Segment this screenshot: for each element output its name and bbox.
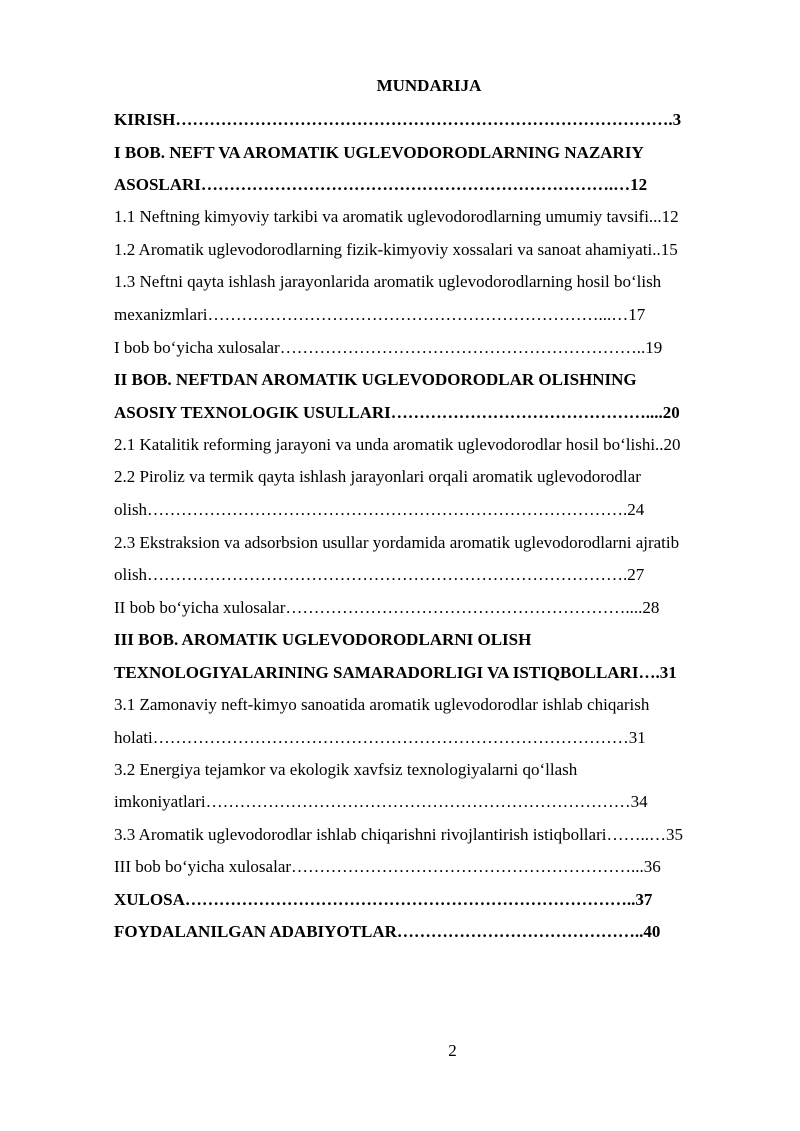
toc-entry: 1.3 Neftni qayta ishlash jarayonlarida aromatik uglevodorodlarning hosil bo‘lish xyxy=(114,272,662,291)
toc-entry: ASOSIY TEXNOLOGIK USULLARI………………………………………....20 xyxy=(114,403,680,422)
toc-entry: 3.1 Zamonaviy neft-kimyo sanoatida aromatik uglevodorodlar ishlab chiqarish xyxy=(114,695,650,714)
toc-entry: FOYDALANILGAN ADABIYOTLAR……………………………………..40 xyxy=(114,922,661,941)
toc-entry: 2.2 Piroliz va termik qayta ishlash jarayonlari orqali aromatik uglevodorodlar xyxy=(114,467,641,486)
toc-entry: III bob bo‘yicha xulosalar……………………………………………………...36 xyxy=(114,857,661,876)
page-number: 2 xyxy=(448,1041,457,1060)
toc-entry: holati…………………………………………………………………………31 xyxy=(114,728,646,747)
toc-entry: II bob bo‘yicha xulosalar……………………………………………………....28 xyxy=(114,598,660,617)
toc-entry: 1.1 Neftning kimyoviy tarkibi va aromatik uglevodorodlarning umumiy tavsifi...12 xyxy=(114,207,679,226)
toc-entry: 3.2 Energiya tejamkor va ekologik xavfsiz texnologiyalarni qo‘llash xyxy=(114,760,578,779)
toc-entry: I bob bo‘yicha xulosalar………………………………………………………..19 xyxy=(114,338,663,357)
toc-entry: imkoniyatlari…………………………………………………………………34 xyxy=(114,792,648,811)
toc-entry: 3.3 Aromatik uglevodorodlar ishlab chiqarishni rivojlantirish istiqbollari……..…35 xyxy=(114,825,683,844)
toc-entry: TEXNOLOGIYALARINING SAMARADORLIGI VA ISTIQBOLLARI….31 xyxy=(114,663,677,682)
toc-title: MUNDARIJA xyxy=(376,76,482,95)
toc-entry: II BOB. NEFTDAN AROMATIK UGLEVODORODLAR OLISHNING xyxy=(114,370,637,389)
toc-entry: mexanizmlari……………………………………………………………...…17 xyxy=(114,305,646,324)
toc-entry: 1.2 Aromatik uglevodorodlarning fizik-kimyoviy xossalari va sanoat ahamiyati..15 xyxy=(114,240,678,259)
toc-entry: KIRISH…………………………………………………………………………….3 xyxy=(114,110,682,129)
toc-entry: XULOSA……………………………………………………………………..37 xyxy=(114,890,653,909)
toc-entry: III BOB. AROMATIK UGLEVODORODLARNI OLISH xyxy=(114,630,532,649)
toc-entry: olish………………………………………………………………………….27 xyxy=(114,565,645,584)
toc-entry: ASOSLARI……………………………………………………………….…12 xyxy=(114,175,648,194)
toc-entry: I BOB. NEFT VA AROMATIK UGLEVODORODLARNING NAZARIY xyxy=(114,143,644,162)
toc-entry: 2.3 Ekstraksion va adsorbsion usullar yordamida aromatik uglevodorodlarni ajratib xyxy=(114,533,680,552)
toc-entry: olish………………………………………………………………………….24 xyxy=(114,500,645,519)
toc-entry: 2.1 Katalitik reforming jarayoni va unda aromatik uglevodorodlar hosil bo‘lishi..20 xyxy=(114,435,681,454)
